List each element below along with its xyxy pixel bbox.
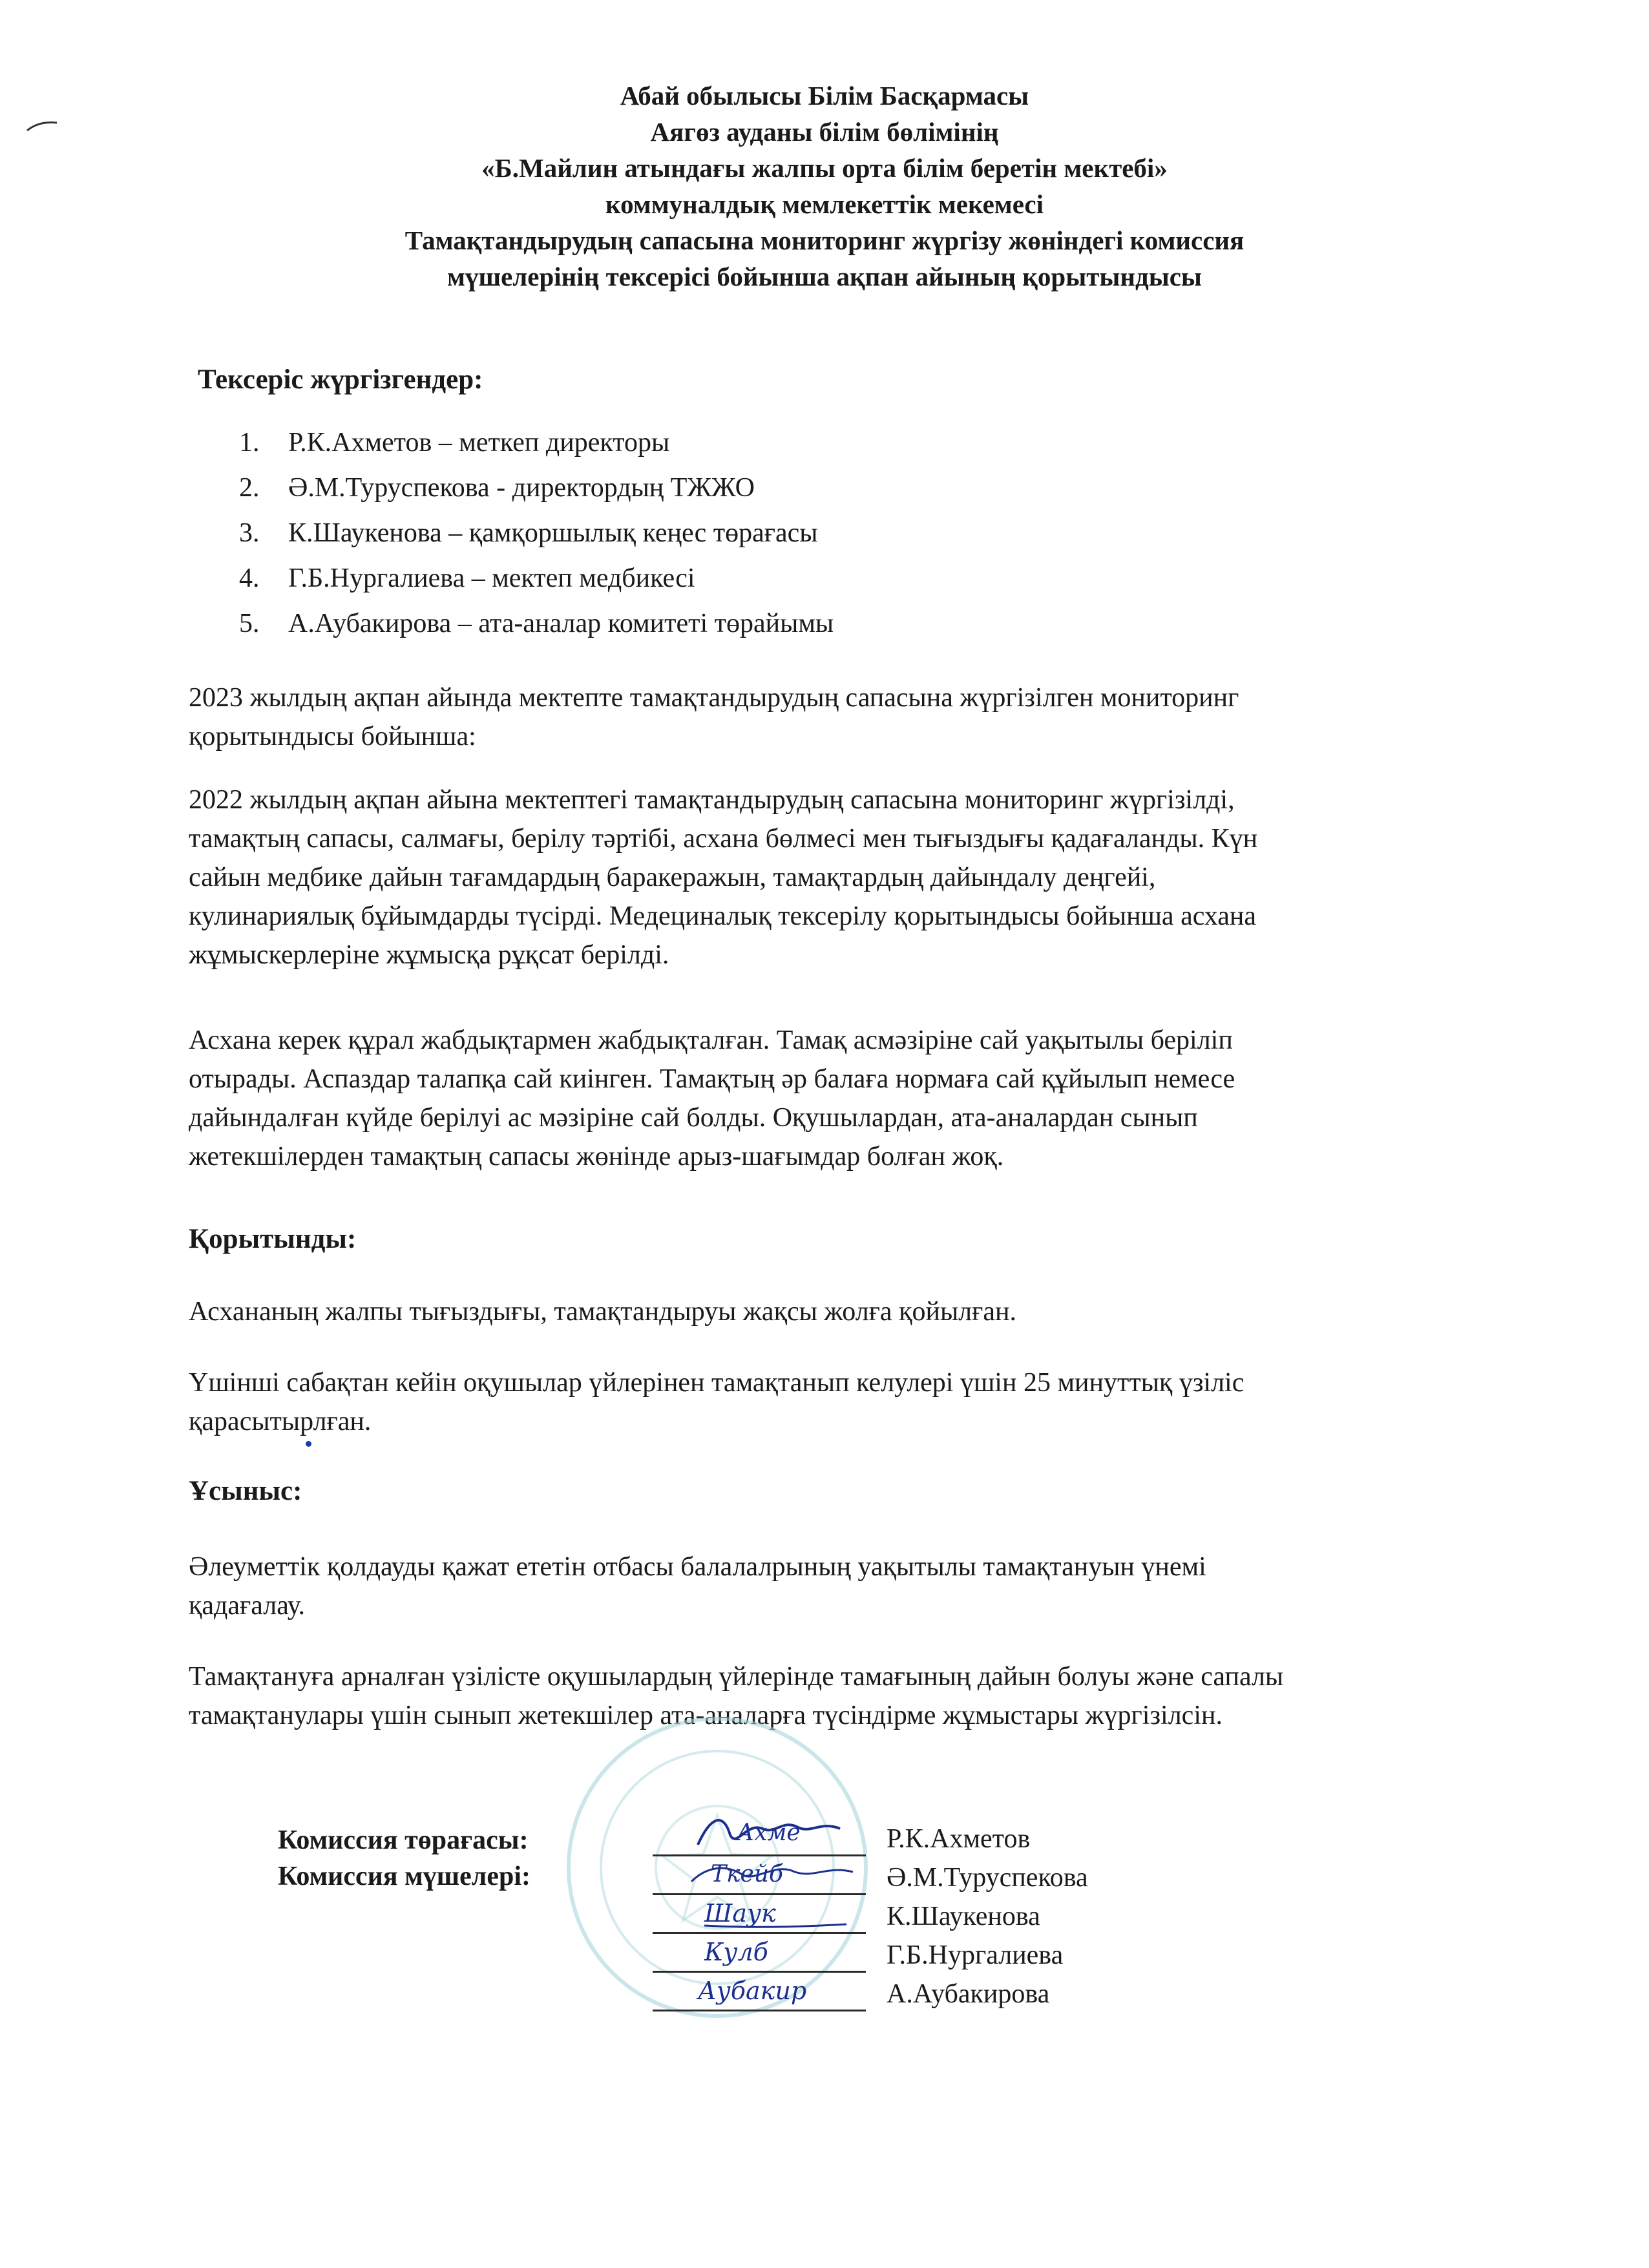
inspectors-list [239,420,834,646]
intro-paragraph [189,678,1487,756]
signatory-name: А.Аубакирова [887,1979,1050,2009]
list-text: Р.К.Ахметов – меткеп директоры [288,428,670,457]
list-number: 5. [239,609,260,638]
inspectors-heading: Тексеріс жүргізгендер: [198,364,483,395]
paragraph-line: 2023 жылдың ақпан айында мектепте тамақтандырудың сапасына жүргізілген мониторинг [189,683,1239,713]
signature-chair [685,1809,866,1854]
conclusion-paragraph-1 [189,1292,1487,1331]
proposal-heading: Ұсыныс: [189,1476,302,1506]
chair-label: Комиссия төрағасы: [278,1825,529,1855]
list-item [239,556,834,601]
header-line: коммуналдық мемлекеттік мекемесі [605,189,1044,219]
signatory-name: К.Шаукенова [887,1902,1040,1931]
signature-member [685,1966,866,2011]
paragraph-line: тамақтың сапасы, салмағы, берілу тәртібі, асхана бөлмесі мен тығыздығы қадағаланды. Күн [189,824,1258,854]
list-number: 1. [239,428,260,457]
list-text: Г.Б.Нургалиева – мектеп медбикесі [288,563,695,593]
document-header [0,78,1649,295]
paragraph-line: Үшінші сабақтан кейін оқушылар үйлерінен тамақтанып келулері үшін 25 минуттық үзіліс [189,1368,1245,1398]
signatory-name: Ә.М.Туруспекова [887,1863,1088,1893]
ink-dot [306,1441,311,1447]
header-line: Абай обылысы Білім Басқармасы [620,81,1029,110]
paragraph-line: қадағалау. [189,1591,306,1621]
signatory-name: Р.К.Ахметов [887,1824,1031,1854]
list-text: А.Аубакирова – ата-аналар комитеті төрайымы [288,609,834,638]
monitoring-paragraph [189,781,1487,974]
paragraph-line: сайын медбике дайын тағамдардың баракеражын, тамақтардың дайындалу деңгейі, [189,863,1156,892]
paragraph-line: 2022 жылдың ақпан айына мектептегі тамақтандырудың сапасына мониторинг жүргізілді, [189,785,1235,815]
paragraph-line: қарасытырлған. [189,1407,372,1436]
paragraph-line: кулинариялық бұйымдарды түсірді. Медециналық тексерілу қорытындысы бойынша асхана [189,901,1257,931]
signature-text: Кулб [704,1938,768,1966]
paragraph-line: отырады. Аспаздар талапқа сай киінген. Тамақтың әр балаға нормаға сай құйылып немесе [189,1064,1235,1094]
list-text: Ә.М.Туруспекова - директордың ТЖЖО [288,473,755,503]
signature-text: Шаук [704,1899,776,1927]
conclusion-heading: Қорытынды: [189,1224,357,1254]
list-number: 4. [239,563,260,593]
canteen-paragraph [189,1021,1487,1176]
header-line: Аягөз ауданы білім бөлімінің [650,117,999,147]
paragraph-line: тамақтанулары үшін сынып жетекшілер ата-аналарға түсіндірме жұмыстары жүргізілсін. [189,1701,1223,1730]
signatory-name: Г.Б.Нургалиева [887,1940,1064,1970]
paragraph-line: дайындалған күйде берілуі ас мәзіріне сай болды. Оқушылардан, ата-аналардан сынып [189,1103,1198,1133]
members-label: Комиссия мүшелері: [278,1862,531,1891]
list-text: К.Шаукенова – қамқоршылық кеңес төрағасы [288,518,818,548]
proposal-paragraph-1 [189,1548,1487,1625]
paragraph-line: жетекшілерден тамақтың сапасы жөнінде арыз-шағымдар болған жоқ. [189,1142,1004,1171]
header-line: «Б.Майлин атындағы жалпы орта білім беретін мектебі» [481,153,1168,183]
list-item [239,465,834,510]
paragraph-line: қорытындысы бойынша: [189,722,476,751]
paragraph-line: Тамақтануға арналған үзілісте оқушылардың үйлерінде тамағының дайын болуы және сапалы [189,1662,1284,1692]
list-number: 2. [239,473,260,503]
list-item [239,601,834,646]
paragraph-line: Асхана керек құрал жабдықтармен жабдықталған. Тамақ асмәзіріне сай уақытылы беріліп [189,1025,1233,1055]
list-number: 3. [239,518,260,548]
signature-text: Ахме [737,1820,801,1846]
list-item [239,420,834,465]
header-line: мүшелерінің тексерісі бойынша ақпан айының қорытындысы [447,262,1202,291]
paragraph-line: Асхананың жалпы тығыздығы, тамақтандыруы жақсы жолға қойылған. [189,1297,1016,1327]
conclusion-paragraph-2 [189,1363,1487,1441]
signature-text: Ткейб [711,1861,783,1887]
header-line: Тамақтандырудың сапасына мониторинг жүргізу жөніндегі комиссия [404,226,1245,255]
signature-text: Аубакир [698,1977,807,2005]
list-item [239,510,834,556]
paragraph-line: Әлеуметтік қолдауды қажат ететін отбасы балалалрының уақытылы тамақтануын үнемі [189,1552,1206,1582]
paragraph-line: жұмыскерлеріне жұмысқа рұқсат берілді. [189,940,669,970]
